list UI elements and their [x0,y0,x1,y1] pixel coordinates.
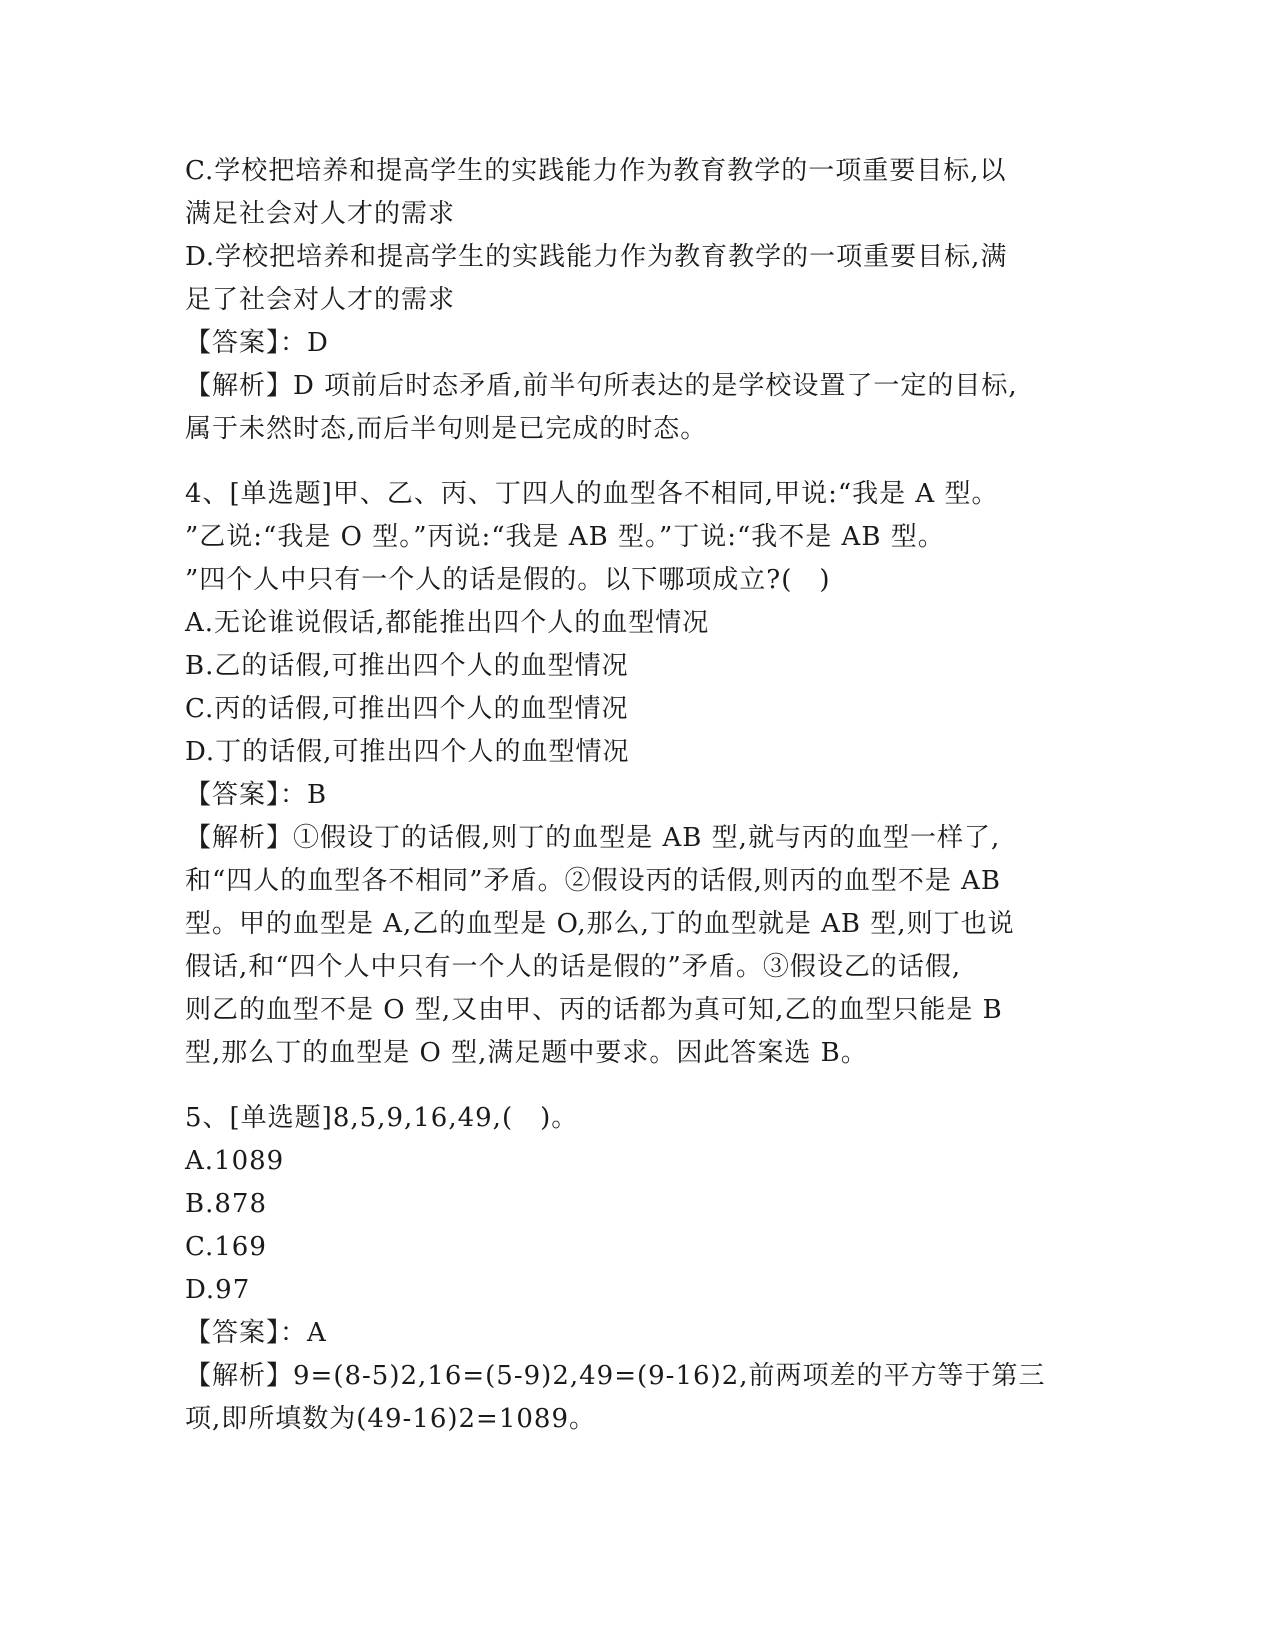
question-3-tail [185,150,1090,451]
analysis [185,365,1090,451]
question-stem [185,473,1090,602]
answer: 【答案】：B [185,780,328,810]
option-a: A.1089 [185,1146,285,1176]
section-gap [185,1075,1090,1097]
option-c-line-1: C.学校把培养和提高学生的实践能力作为教育教学的一项重要目标,以 [185,156,1007,186]
document-page [185,150,1090,1441]
option-d: D.丁的话假,可推出四个人的血型情况 [185,737,630,767]
analysis-line-1: 【解析】①假设丁的话假,则丁的血型是 AB 型,就与丙的血型一样了, [185,823,1001,853]
analysis-line-2: 和“四人的血型各不相同”矛盾。②假设丙的话假,则丙的血型不是 AB [185,866,1001,896]
stem-line-1: 4、[单选题]甲、乙、丙、丁四人的血型各不相同,甲说:“我是 A 型。 [185,479,999,509]
answer: 【答案】：D [185,328,329,358]
question-4 [185,473,1090,1075]
analysis-line-6: 型,那么丁的血型是 O 型,满足题中要求。因此答案选 B。 [185,1038,868,1068]
analysis-line-2: 属于未然时态,而后半句则是已完成的时态。 [185,414,708,444]
option-d-line-1: D.学校把培养和提高学生的实践能力作为教育教学的一项重要目标,满 [185,242,1008,272]
analysis-line-3: 型。甲的血型是 A,乙的血型是 O,那么,丁的血型就是 AB 型,则丁也说 [185,909,1015,939]
option-b: B.878 [185,1189,267,1219]
question-5 [185,1097,1090,1441]
option-c [185,150,1090,236]
option-d: D.97 [185,1275,251,1305]
analysis-line-1: 【解析】9=(8-5)2,16=(5-9)2,49=(9-16)2,前两项差的平方等于第三 [185,1361,1046,1391]
analysis-line-4: 假话,和“四个人中只有一个人的话是假的”矛盾。③假设乙的话假, [185,952,962,982]
option-c-line-2: 满足社会对人才的需求 [185,199,456,229]
option-d-line-2: 足了社会对人才的需求 [185,285,456,315]
analysis-line-5: 则乙的血型不是 O 型,又由甲、丙的话都为真可知,乙的血型只能是 B [185,995,1003,1025]
section-gap [185,451,1090,473]
option-b: B.乙的话假,可推出四个人的血型情况 [185,651,629,681]
option-c: C.169 [185,1232,267,1262]
answer: 【答案】：A [185,1318,327,1348]
question-stem: 5、[单选题]8,5,9,16,49,( )。 [185,1103,579,1133]
analysis-line-1: 【解析】D 项前后时态矛盾,前半句所表达的是学校设置了一定的目标, [185,371,1018,401]
stem-line-3: ”四个人中只有一个人的话是假的。以下哪项成立?( ) [185,565,831,595]
analysis-line-2: 项,即所填数为(49-16)2=1089。 [185,1404,597,1434]
stem-line-2: ”乙说:“我是 O 型。”丙说:“我是 AB 型。”丁说:“我不是 AB 型。 [185,522,945,552]
option-a: A.无论谁说假话,都能推出四个人的血型情况 [185,608,710,638]
option-d [185,236,1090,322]
analysis [185,817,1090,1075]
analysis [185,1355,1090,1441]
option-c: C.丙的话假,可推出四个人的血型情况 [185,694,629,724]
